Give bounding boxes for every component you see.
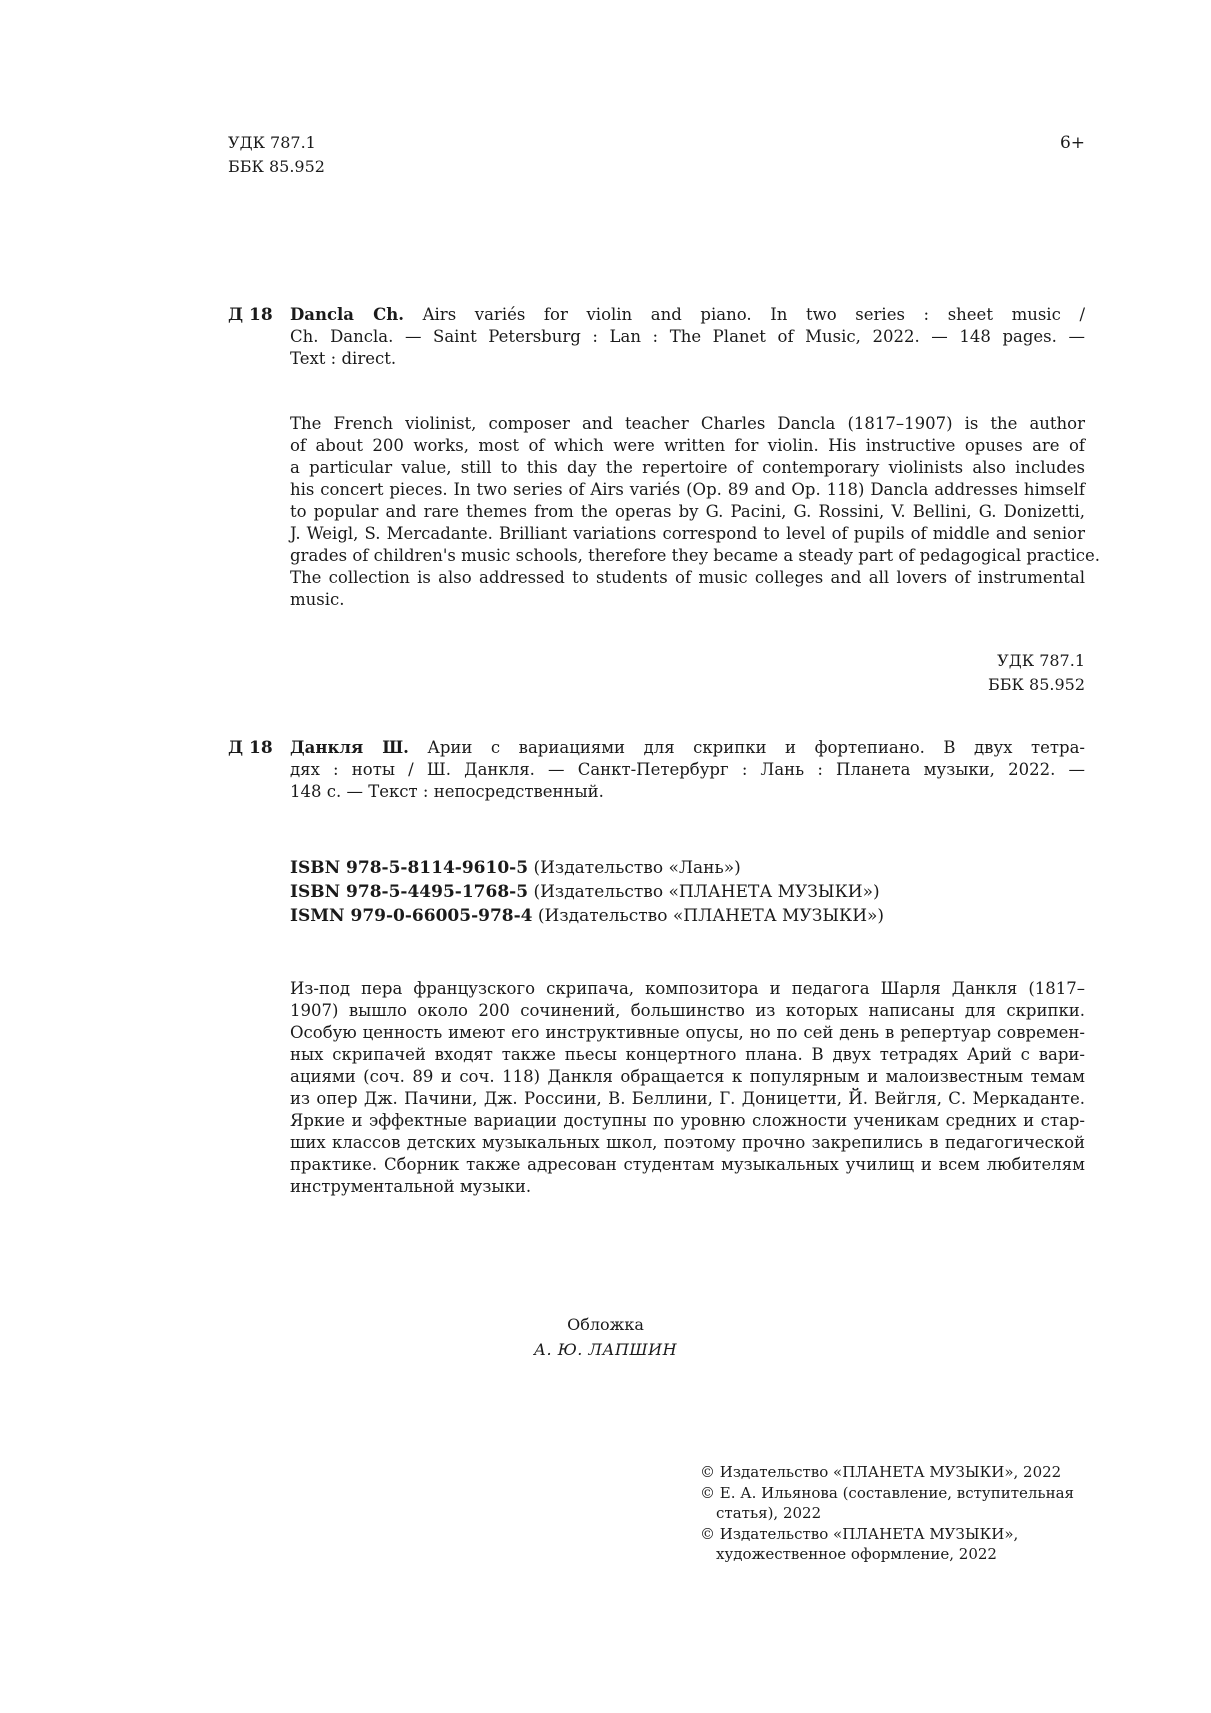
copyright-notices: [700, 1462, 1074, 1565]
annotation-line: практике. Сборник также адресован студентам музыкальных училищ и всем любителям: [290, 1155, 1085, 1174]
annotation-line: ных скрипачей входят также пьесы концертного плана. В двух тетрадях Арий с вари-: [290, 1045, 1085, 1064]
annotation-line: Из-под пера французского скрипача, композитора и педагога Шарля Данкля (1817–: [290, 979, 1085, 998]
annotation-line: music.: [290, 590, 345, 609]
isbn-code: ISBN 978-5-4495-1768-5: [290, 882, 529, 902]
udk-code-ru: УДК 787.1: [997, 651, 1085, 670]
annotation-line: инструментальной музыки.: [290, 1177, 532, 1196]
english-bibliographic-record: [290, 304, 1085, 370]
isbn-list: [290, 856, 884, 928]
isbn-publisher: (Издательство «ПЛАНЕТА МУЗЫКИ»): [532, 906, 885, 926]
annotation-line: ших классов детских музыкальных школ, поэтому прочно закрепились в педагогической: [290, 1133, 1085, 1152]
english-entry-label: Д 18: [228, 305, 273, 325]
annotation-line: to popular and rare themes from the operas by G. Pacini, G. Rossini, V. Bellini, G. Donizetti,: [290, 502, 1085, 521]
biblio-line: Данкля Ш. Арии с вариациями для скрипки и фортепиано. В двух тетра-: [290, 738, 1085, 757]
biblio-line: Dancla Ch. Airs variés for violin and piano. In two series : sheet music /: [290, 305, 1085, 324]
annotation-line: of about 200 works, most of which were written for violin. His instructive opuses are of: [290, 436, 1085, 455]
annotation-line: a particular value, still to this day the repertoire of contemporary violinists also includes: [290, 458, 1085, 477]
annotation-line: Яркие и эффектные вариации доступны по уровню сложности ученикам средних и стар-: [290, 1111, 1085, 1130]
author-name-ru: Данкля Ш.: [290, 738, 409, 757]
cover-artist-name: А. Ю. ЛАПШИН: [533, 1340, 678, 1359]
isbn-code: ISBN 978-5-8114-9610-5: [290, 858, 529, 878]
age-rating: 6+: [1059, 133, 1085, 153]
annotation-line: 1907) вышло около 200 сочинений, большинство из которых написаны для скрипки.: [290, 1001, 1085, 1020]
annotation-line: The French violinist, composer and teacher Charles Dancla (1817–1907) is the author: [290, 414, 1085, 433]
copyright-line: © Издательство «ПЛАНЕТА МУЗЫКИ»,: [700, 1524, 1019, 1543]
bbk-code: ББК 85.952: [228, 157, 325, 176]
udk-code: УДК 787.1: [228, 133, 316, 152]
russian-annotation: [290, 978, 1085, 1198]
copyright-line: статья), 2022: [716, 1504, 822, 1522]
english-annotation: [290, 413, 1101, 611]
bbk-code-ru: ББК 85.952: [988, 675, 1085, 694]
annotation-line: Особую ценность имеют его инструктивные опусы, но по сей день в репертуар современ-: [290, 1023, 1085, 1042]
russian-entry-label: Д 18: [228, 738, 273, 758]
annotation-line: his concert pieces. In two series of Airs variés (Op. 89 and Op. 118) Dancla addresses himself: [290, 480, 1085, 499]
ismn-row: [290, 904, 884, 928]
copyright-line: художественное оформление, 2022: [716, 1545, 997, 1563]
copyright-line: © Е. А. Ильянова (составление, вступительная: [700, 1483, 1074, 1502]
annotation-line: grades of children's music schools, therefore they became a steady part of pedagogical practice.: [290, 546, 1101, 565]
annotation-line: J. Weigl, S. Mercadante. Brilliant variations correspond to level of pupils of middle and senior: [290, 524, 1085, 543]
biblio-line: 148 с. — Текст : непосредственный.: [290, 782, 604, 801]
isbn-row: [290, 880, 884, 904]
biblio-line: Text : direct.: [290, 349, 397, 368]
cover-credit-label: Обложка: [567, 1315, 644, 1334]
author-name: Dancla Ch.: [290, 305, 404, 324]
biblio-line: дях : ноты / Ш. Данкля. — Санкт-Петербург : Лань : Планета музыки, 2022. —: [290, 760, 1085, 779]
ismn-code: ISMN 979-0-66005-978-4: [290, 906, 533, 926]
isbn-row: [290, 856, 884, 880]
annotation-line: из опер Дж. Пачини, Дж. Россини, В. Беллини, Г. Доницетти, Й. Вейгля, С. Меркаданте.: [290, 1089, 1085, 1108]
isbn-publisher: (Издательство «ПЛАНЕТА МУЗЫКИ»): [528, 882, 880, 902]
annotation-line: The collection is also addressed to students of music colleges and all lovers of instrumental: [290, 568, 1085, 587]
isbn-publisher: (Издательство «Лань»): [528, 858, 741, 878]
biblio-line: Ch. Dancla. — Saint Petersburg : Lan : The Planet of Music, 2022. — 148 pages. —: [290, 327, 1085, 346]
annotation-line: ациями (соч. 89 и соч. 118) Данкля обращается к популярным и малоизвестным темам: [290, 1067, 1085, 1086]
russian-bibliographic-record: [290, 737, 1085, 803]
copyright-line: © Издательство «ПЛАНЕТА МУЗЫКИ», 2022: [700, 1463, 1062, 1481]
